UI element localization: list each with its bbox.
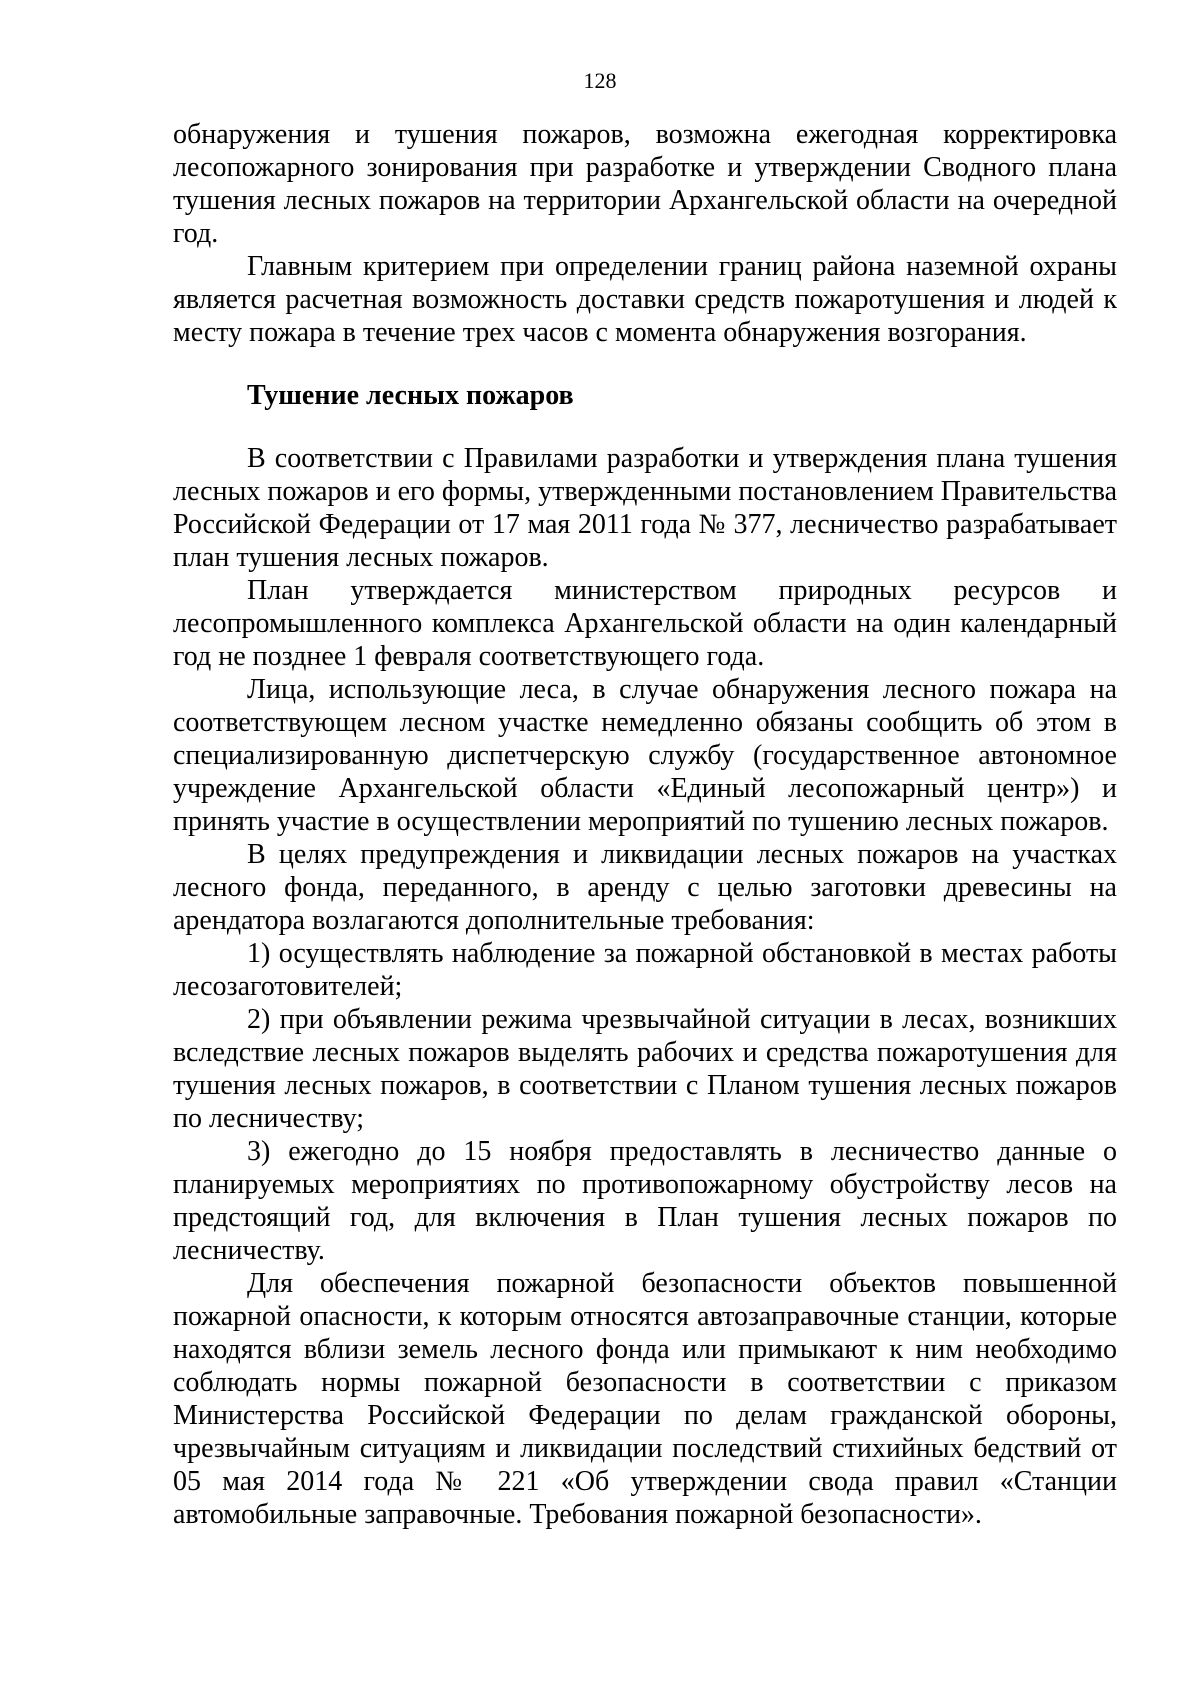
page-number: 128: [583, 68, 617, 93]
paragraph: План утверждается министерством природных ресурсов и лесопромышленного комплекса Архангельской области на один календарный год не позднее 1 февраля соответствующего года.: [173, 575, 1117, 672]
paragraph: В соответствии с Правилами разработки и утверждения плана тушения лесных пожаров и его формы, утвержденными постановлением Правительства Российской Федерации от 17 мая 2011 года № 377, лесничество разрабатывает план тушения лесных пожаров.: [173, 443, 1117, 573]
section-heading: Тушение лесных пожаров: [247, 380, 574, 411]
paragraph: Главным критерием при определении границ района наземной охраны является расчетная возможность доставки средств пожаротушения и людей к месту пожара в течение трех часов с момента обнаружения возгорания.: [173, 251, 1117, 348]
page-content: [173, 118, 1117, 1531]
list-item: 2) при объявлении режима чрезвычайной ситуации в лесах, возникших вследствие лесных пожаров выделять рабочих и средства пожаротушения для тушения лесных пожаров, в соответствии с Планом тушения лесных пожаров по лесничеству;: [173, 1004, 1117, 1134]
paragraph: В целях предупреждения и ликвидации лесных пожаров на участках лесного фонда, переданного, в аренду с целью заготовки древесины на арендатора возлагаются дополнительные требования:: [173, 839, 1117, 936]
paragraph: Лица, использующие леса, в случае обнаружения лесного пожара на соответствующем лесном участке немедленно обязаны сообщить об этом в специализированную диспетчерскую службу (государственное автономное учреждение Архангельской области «Единый лесопожарный центр») и принять участие в осуществлении мероприятий по тушению лесных пожаров.: [173, 674, 1117, 837]
paragraph: Для обеспечения пожарной безопасности объектов повышенной пожарной опасности, к которым относятся автозаправочные станции, которые находятся вблизи земель лесного фонда или примыкают к ним необходимо соблюдать нормы пожарной безопасности в соответствии с приказом Министерства Российской Федерации по делам гражданской обороны, чрезвычайным ситуациям и ликвидации последствий стихийных бедствий от 05 мая 2014 года № 221 «Об утверждении свода правил «Станции автомобильные заправочные. Требования пожарной безопасности».: [173, 1268, 1117, 1530]
list-item: 1) осуществлять наблюдение за пожарной обстановкой в местах работы лесозаготовителей;: [173, 938, 1117, 1002]
paragraph-continued: обнаружения и тушения пожаров, возможна ежегодная корректировка лесопожарного зонирования при разработке и утверждении Сводного плана тушения лесных пожаров на территории Архангельской области на очередной год.: [173, 119, 1117, 249]
list-item: 3) ежегодно до 15 ноября предоставлять в лесничество данные о планируемых мероприятиях по противопожарному обустройству лесов на предстоящий год, для включения в План тушения лесных пожаров по лесничеству.: [173, 1136, 1117, 1266]
